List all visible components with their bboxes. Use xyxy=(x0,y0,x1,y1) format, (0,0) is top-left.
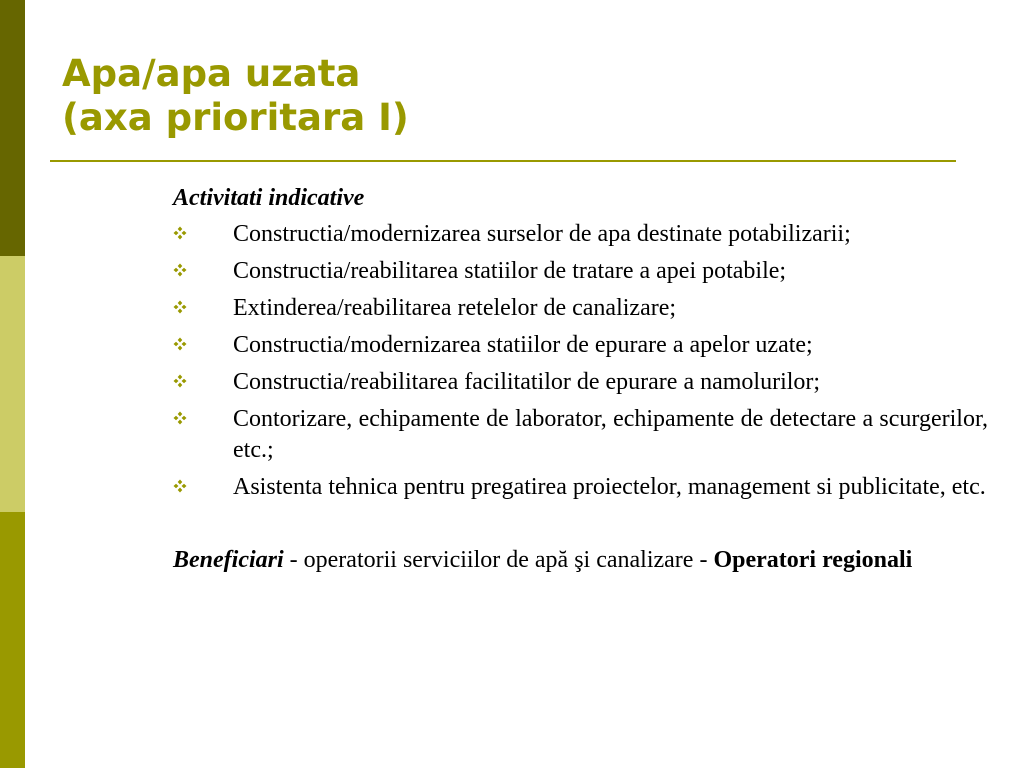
title-divider xyxy=(50,160,956,162)
list-item-text: Asistenta tehnica pentru pregatirea proiectelor, management si publicitate, etc. xyxy=(233,474,986,500)
list-item xyxy=(173,404,988,466)
beneficiaries-text: - operatorii serviciilor de apă şi canalizare - xyxy=(283,547,714,573)
sidebar-band-top xyxy=(0,0,25,256)
list-item-text: Constructia/modernizarea statiilor de epurare a apelor uzate; xyxy=(233,332,813,358)
four-diamond-bullet-icon xyxy=(173,411,187,425)
title-line-1: Apa/apa uzata xyxy=(62,52,361,95)
four-diamond-bullet-icon xyxy=(173,300,187,314)
activities-list xyxy=(173,219,988,503)
activities-heading: Activitati indicative xyxy=(173,185,365,211)
four-diamond-bullet-icon xyxy=(173,226,187,240)
beneficiaries-paragraph xyxy=(173,545,988,576)
list-item-text: Contorizare, echipamente de laborator, echipamente de detectare a scurgerilor, etc.; xyxy=(233,406,988,463)
beneficiaries-emphasis: Operatori regionali xyxy=(713,547,913,573)
sidebar-band-bottom xyxy=(0,512,25,768)
slide-title xyxy=(62,52,409,140)
slide-body xyxy=(173,183,988,576)
beneficiaries-label: Beneficiari xyxy=(173,547,284,573)
list-item-text: Constructia/reabilitarea facilitatilor de epurare a namolurilor; xyxy=(233,369,821,395)
list-item xyxy=(173,256,988,287)
list-item xyxy=(173,472,988,503)
four-diamond-bullet-icon xyxy=(173,479,187,493)
title-line-2: (axa prioritara I) xyxy=(62,96,409,139)
list-item xyxy=(173,367,988,398)
list-item xyxy=(173,293,988,324)
list-item-text: Extinderea/reabilitarea retelelor de canalizare; xyxy=(233,295,677,321)
list-item xyxy=(173,330,988,361)
four-diamond-bullet-icon xyxy=(173,337,187,351)
list-item xyxy=(173,219,988,250)
sidebar-band-middle xyxy=(0,256,25,512)
four-diamond-bullet-icon xyxy=(173,263,187,277)
list-item-text: Constructia/reabilitarea statiilor de tratare a apei potabile; xyxy=(233,258,787,284)
four-diamond-bullet-icon xyxy=(173,374,187,388)
list-item-text: Constructia/modernizarea surselor de apa destinate potabilizarii; xyxy=(233,221,851,247)
